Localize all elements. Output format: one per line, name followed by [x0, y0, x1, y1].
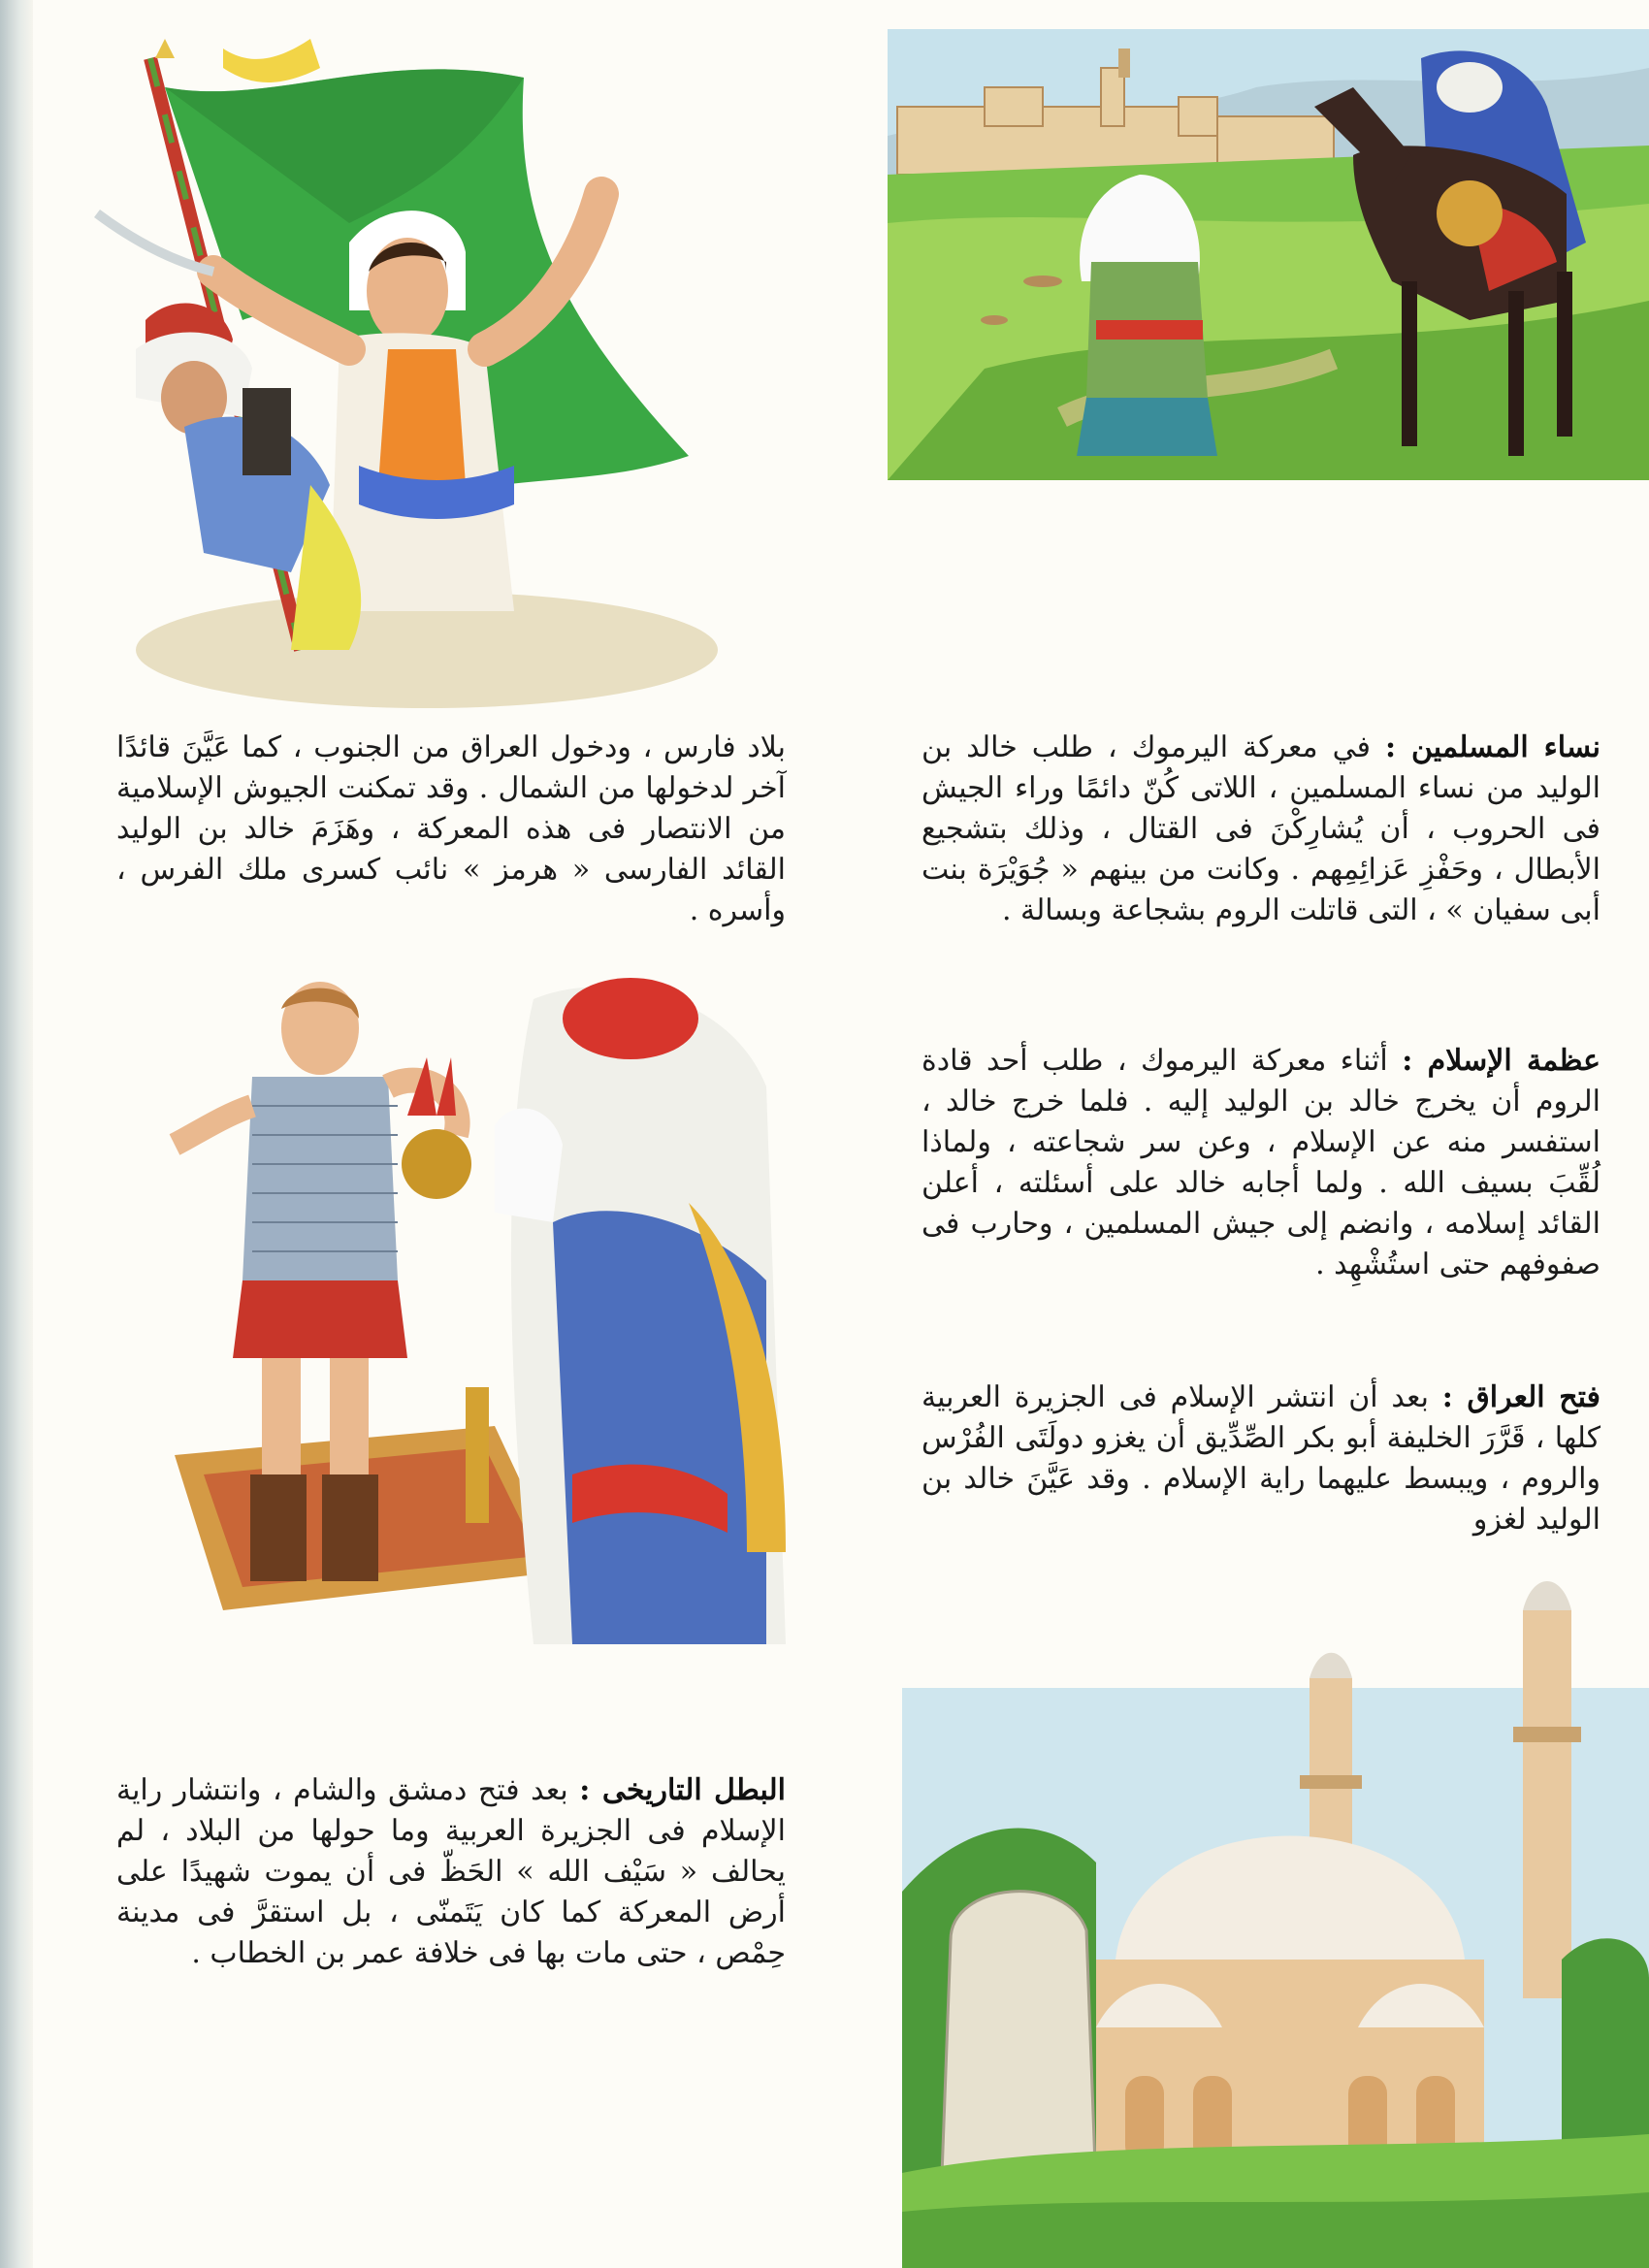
section-body: بلاد فارس ، ودخول العراق من الجنوب ، كما عَيَّنَ قائدًا آخر لدخولها من الشمال . وقد تمكنت الجيوش الإسلامية من الانتصار فى هذه المعركة ، وهَزَمَ خالد بن الوليد القائد الفارسى « هرمز » نائب كسرى ملك الفرس ، وأسره . — [116, 730, 786, 927]
illustration-rider-and-boy — [888, 29, 1649, 480]
section-muslim-women — [922, 728, 1600, 931]
illustration-roman-commander — [146, 970, 786, 1644]
section-body: أثناء معركة اليرموك ، طلب أحد قادة الروم أن يخرج خالد بن الوليد إليه . فلما خرج خالد ، استفسر منه عن الإسلام ، وعن سر شجاعته ، ولماذا لُقِّبَ بسيف الله . ولما أجابه خالد على أسئلته ، أعلن القائد إسلامه ، وانضم إلى جيش المسلمين ، وحارب فى صفوفهم حتى استُشْهِد . — [922, 1044, 1600, 1281]
section-greatness-of-islam — [922, 1041, 1600, 1285]
illustration-mosque-and-tomb — [902, 1571, 1649, 2268]
section-heading: البطل التاريخى : — [579, 1773, 786, 1807]
section-heading: عظمة الإسلام : — [1402, 1044, 1600, 1078]
section-body: بعد فتح دمشق والشام ، وانتشار راية الإسلام فى الجزيرة العربية وما حولها من البلاد ، لم يحالف « سَيْف الله » الحَظّ فى أن يموت شهيدًا على أرض المعركة كما كان يَتَمنّى ، بل استقرَّ فى مدينة حِمْص ، حتى مات بها فى خلافة عمر بن الخطاب . — [116, 1773, 786, 1970]
section-heading: فتح العراق : — [1441, 1380, 1600, 1414]
section-conquest-iraq-continued — [116, 728, 786, 931]
section-heading: نساء المسلمين : — [1384, 730, 1600, 764]
section-conquest-of-iraq — [922, 1377, 1600, 1540]
section-historic-hero — [116, 1770, 786, 1974]
page-edge — [0, 0, 33, 2268]
illustration-woman-with-flag — [58, 29, 795, 723]
section-body: في معركة اليرموك ، طلب خالد بن الوليد من نساء المسلمين ، اللاتى كُنّ دائمًا وراء الجيش فى الحروب ، أن يُشارِكْنَ فى القتال ، وذلك بتشجيع الأبطال ، وحَفْزِ عَزائِمِهم . وكانت من بينهم « جُوَيْرَة بنت أبى سفيان » ، التى قاتلت الروم بشجاعة وبسالة . — [922, 730, 1600, 927]
section-body: بعد أن انتشر الإسلام فى الجزيرة العربية كلها ، قَرَّرَ الخليفة أبو بكر الصِّدِّيق أن يغزو دولَتَى الفُرْس والروم ، ويبسط عليهما راية الإسلام . وقد عَيَّنَ خالد بن الوليد لغزو — [922, 1380, 1600, 1537]
